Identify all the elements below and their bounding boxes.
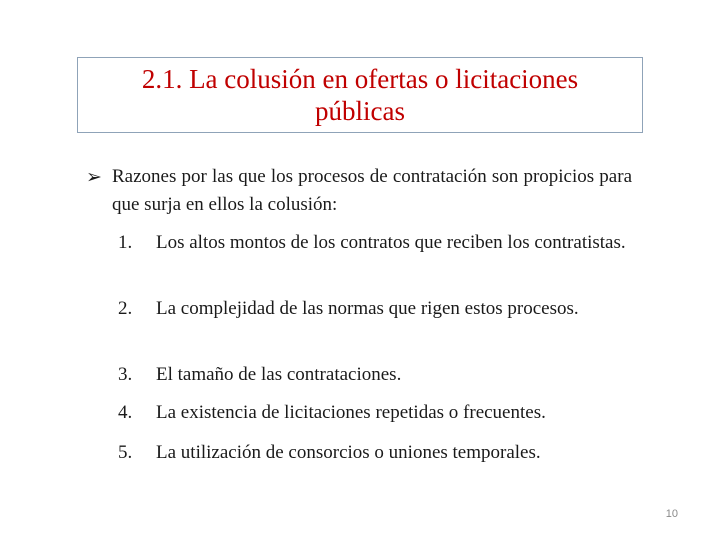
- bullet-text: Razones por las que los procesos de contratación son propicios para que surja en ellos la colusión:: [112, 166, 632, 215]
- list-item: [118, 399, 632, 427]
- list-item-number: 4.: [118, 402, 133, 423]
- list-item-text: La existencia de licitaciones repetidas o frecuentes.: [156, 402, 546, 423]
- list-item-number: 1.: [118, 232, 133, 253]
- list-item: [118, 229, 632, 257]
- list-item-text: El tamaño de las contrataciones.: [156, 364, 402, 385]
- list-item-number: 2.: [118, 298, 133, 319]
- list-item-text: La complejidad de las normas que rigen estos procesos.: [156, 298, 579, 319]
- slide-title: 2.1. La colusión en ofertas o licitaciones públicas: [141, 64, 579, 126]
- list-item-text: La utilización de consorcios o uniones temporales.: [156, 442, 541, 463]
- page-number: 10: [665, 508, 678, 520]
- title-box: [77, 57, 643, 133]
- list-item-text: Los altos montos de los contratos que reciben los contratistas.: [156, 232, 626, 253]
- list-item: [118, 295, 632, 323]
- list-item-number: 3.: [118, 364, 133, 385]
- list-item: [118, 439, 632, 467]
- bullet-point: [86, 163, 632, 219]
- arrow-bullet-icon: ➢: [86, 166, 102, 188]
- list-item-number: 5.: [118, 442, 133, 463]
- list-item: [118, 361, 632, 389]
